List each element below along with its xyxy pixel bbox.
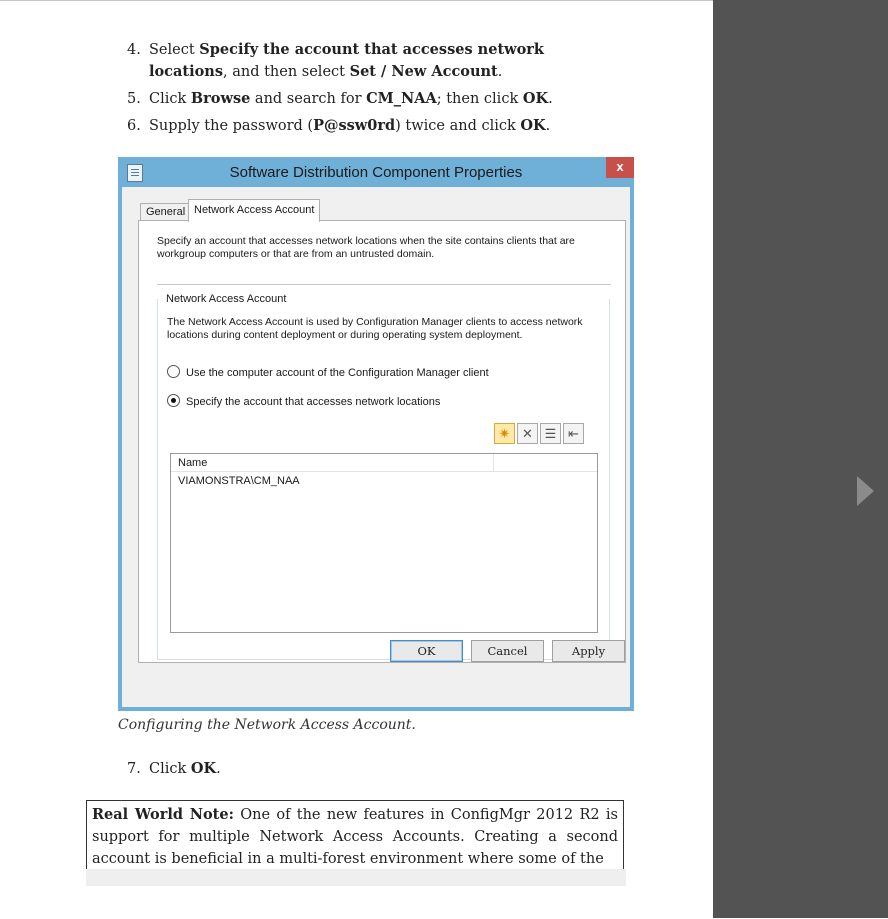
steps-list-continued [127,758,622,780]
dialog-title: Software Distribution Component Properties [229,164,523,181]
account-toolbar [494,423,586,443]
list-header [171,454,597,472]
ok-button[interactable]: OK [390,640,463,662]
column-divider [493,454,494,471]
radio-computer-account[interactable] [167,365,489,379]
note-text: One of the new features in ConfigMgr 2012 R2 is support for multiple Network Access Accounts. Creating a second account is beneficial in a multi-forest environment where some of the [92,807,618,867]
tab-general[interactable]: General [140,203,191,221]
intro-text: Specify an account that accesses network locations when the site contains clients that are workgroup computers or that are from an untrusted domain. [157,235,575,260]
step-6: 6. Supply the password (P@ssw0rd) twice and click OK. [127,117,551,134]
tab-panel [138,220,626,663]
properties-icon[interactable]: ☰ [540,423,561,444]
viewer-side-panel [713,0,888,918]
new-star-icon[interactable]: ✷ [494,423,515,444]
group-label: Network Access Account [163,293,289,305]
dialog-title-bar[interactable] [118,157,634,187]
group-description: The Network Access Account is used by Configuration Manager clients to access network locations during content deployment or during operating system deployment. [167,316,583,341]
close-button[interactable]: x [606,157,634,178]
properties-dialog [118,157,634,711]
account-list[interactable] [170,453,598,633]
step-text: Select Specify the account that accesses network locations, and then select Set / New Account. [149,41,544,80]
radio-button-selected[interactable] [167,394,180,407]
list-item[interactable]: VIAMONSTRA\CM_NAA [178,475,300,487]
step-text: Click Browse and search for CM_NAA; then click OK. [149,90,553,107]
figure-caption: Configuring the Network Access Account. [118,717,416,733]
reassign-icon[interactable]: ⇤ [563,423,584,444]
radio-specify-account[interactable] [167,394,440,408]
dialog-body [122,187,630,707]
page-cutoff [86,869,626,886]
step-4: 4. Select Specify the account that accesses network locations, and then select Set / New Account. [127,41,544,80]
separator [157,284,611,286]
apply-button[interactable]: Apply [552,640,625,662]
radio-button[interactable] [167,365,180,378]
radio-label: Specify the account that accesses network locations [186,396,441,408]
step-text: Supply the password (P@ssw0rd) twice and click OK. [149,117,551,134]
delete-x-icon[interactable]: ✕ [517,423,538,444]
steps-list [127,39,622,137]
column-name[interactable]: Name [178,457,208,469]
step-7: 7. Click OK. [127,760,221,777]
note-label: Real World Note: [92,806,234,823]
tab-network-access-account[interactable]: Network Access Account [188,199,320,222]
next-page-arrow-icon[interactable] [857,476,874,506]
step-5: 5. Click Browse and search for CM_NAA; then click OK. [127,90,553,107]
cancel-button[interactable]: Cancel [471,640,544,662]
radio-label: Use the computer account of the Configuration Manager client [186,367,489,379]
